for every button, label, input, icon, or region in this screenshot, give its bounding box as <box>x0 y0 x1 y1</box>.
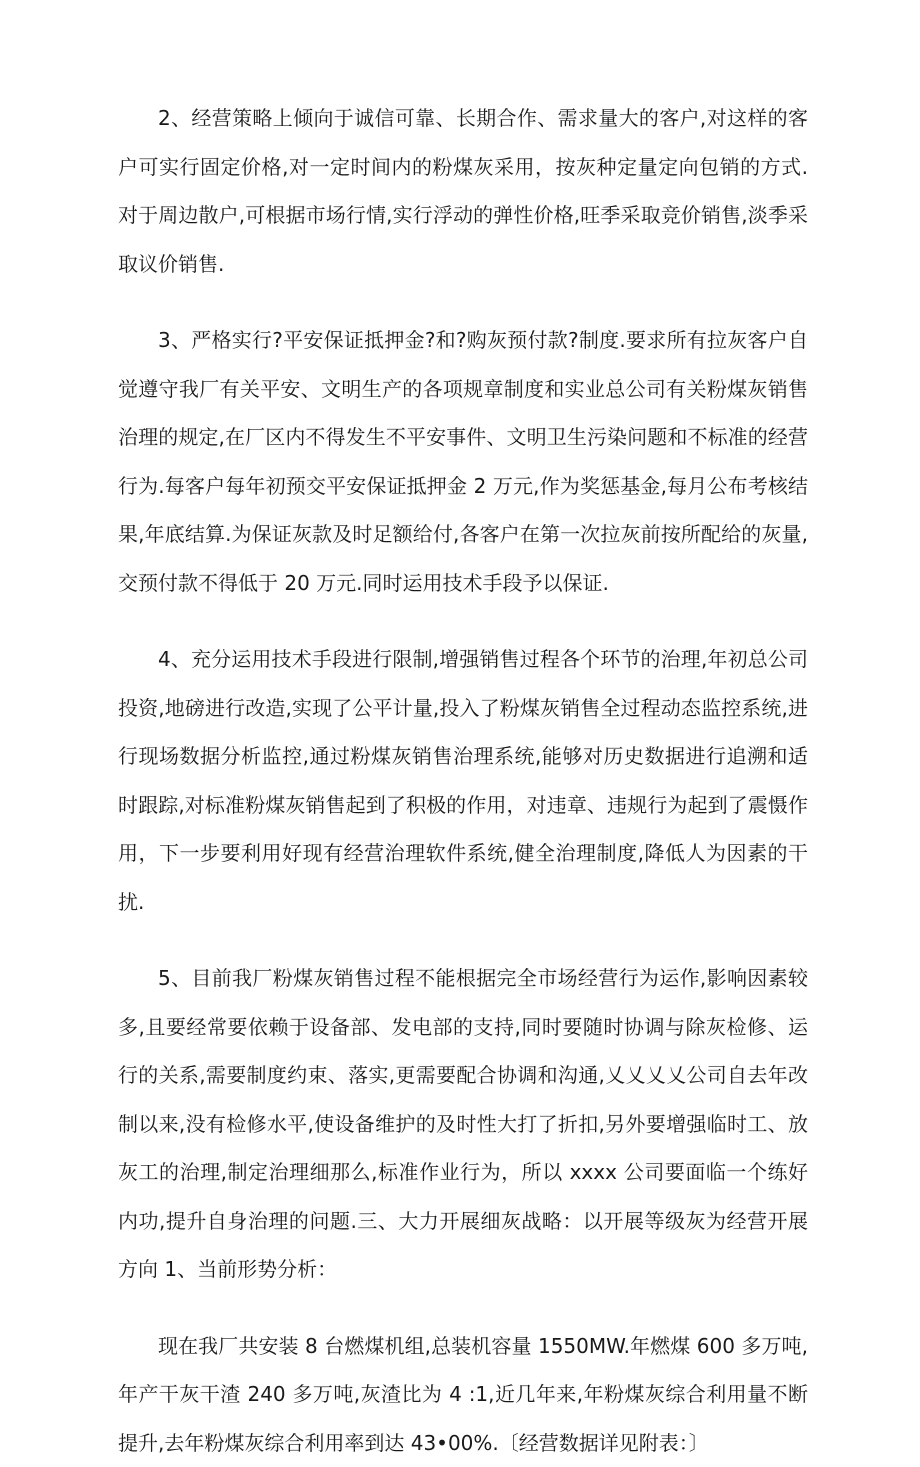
paragraph-technical-control: 4、充分运用技术手段进行限制,增强销售过程各个环节的治理,年初总公司投资,地磅进行改造,实现了公平计量,投入了粉煤灰销售全过程动态监控系统,进行现场数据分析监控,通过粉煤灰销售治理系统,能够对历史数据进行追溯和适时跟踪,对标准粉煤灰销售起到了积极的作用，对违章、违规行为起到了震慑作用，下一步要利用好现有经营治理软件系统,健全治理制度,降低人为因素的干扰. <box>118 635 808 926</box>
paragraph-current-situation: 现在我厂共安装 8 台燃煤机组,总装机容量 1550MW.年燃煤 600 多万吨,年产干灰干渣 240 多万吨,灰渣比为 4 :1,近几年来,年粉煤灰综合利用量不断提升,去年粉煤灰综合利用率到达 43•00%.〔经营数据详见附表：〕 <box>118 1322 808 1467</box>
paragraph-strategy-pricing: 2、经营策略上倾向于诚信可靠、长期合作、需求量大的客户,对这样的客户可实行固定价格,对一定时间内的粉煤灰采用，按灰种定量定向包销的方式.对于周边散户,可根据市场行情,实行浮动的弹性价格,旺季采取竞价销售,淡季采取议价销售. <box>118 94 808 288</box>
paragraph-coordination: 5、目前我厂粉煤灰销售过程不能根据完全市场经营行为运作,影响因素较多,且要经常要依赖于设备部、发电部的支持,同时要随时协调与除灰检修、运行的关系,需要制度约束、落实,更需要配合协调和沟通,乂乂乂乂公司自去年改制以来,没有检修水平,使设备维护的及时性大打了折扣,另外要增强临时工、放灰工的治理,制定治理细那么,标准作业行为，所以 xxxx 公司要面临一个练好内功,提升自身治理的问题.三、大力开展细灰战略：以开展等级灰为经营开展方向 1、当前形势分析： <box>118 954 808 1294</box>
document-body <box>118 94 808 1467</box>
paragraph-deposit-system: 3、严格实行?平安保证抵押金?和?购灰预付款?制度.要求所有拉灰客户自觉遵守我厂有关平安、文明生产的各项规章制度和实业总公司有关粉煤灰销售治理的规定,在厂区内不得发生不平安事件、文明卫生污染问题和不标准的经营行为.每客户每年初预交平安保证抵押金 2 万元,作为奖惩基金,每月公布考核结果,年底结算.为保证灰款及时足额给付,各客户在第一次拉灰前按所配给的灰量,交预付款不得低于 20 万元.同时运用技术手段予以保证. <box>118 316 808 607</box>
